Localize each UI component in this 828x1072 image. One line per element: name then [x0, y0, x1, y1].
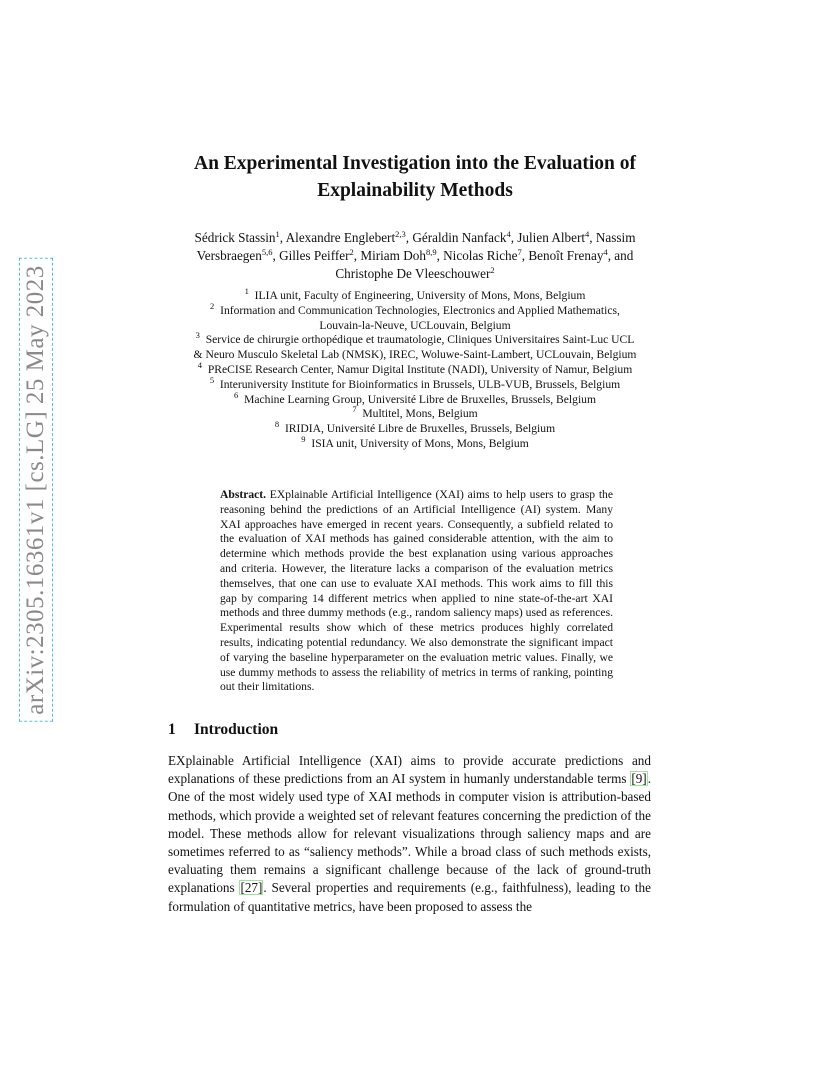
affiliation-line	[150, 348, 680, 363]
intro-text-3: . Several properties and requirements (e.g., faithfulness), leading to the formulation of quantitative metrics, have been proposed to assess the	[168, 880, 651, 914]
affiliation-line	[150, 286, 680, 304]
author-separator: ,	[510, 230, 518, 245]
author-name: Christophe De Vleeschouwer	[335, 266, 491, 281]
affiliation-text: Service de chirurgie orthopédique et traumatologie, Cliniques Universitaires Saint-Luc UCL	[205, 333, 635, 347]
author-affiliation-marker: 1	[275, 229, 280, 239]
author-name: Nassim Versbraegen	[196, 230, 636, 263]
title-line-1: An Experimental Investigation into the Evaluation of	[193, 153, 637, 174]
affiliation-number: 3	[195, 330, 200, 341]
affiliation-line	[150, 300, 680, 319]
affiliation-number: 6	[234, 389, 239, 400]
author-name: Julien Albert	[517, 230, 586, 245]
affiliation-number: 8	[274, 419, 280, 430]
author-separator: ,	[405, 230, 413, 245]
affiliation-text: & Neuro Musculo Skeletal Lab (NMSK), IREC, Woluwe-Saint-Lambert, UCLouvain, Belgium	[193, 348, 637, 362]
author-affiliation-marker: 2	[490, 265, 495, 275]
arxiv-identifier[interactable]: arXiv:2305.16361v1 [cs.LG] 25 May 2023	[19, 258, 53, 722]
affiliation-text: ILIA unit, Faculty of Engineering, University of Mons, Mons, Belgium	[254, 289, 586, 302]
affiliation-text: ISIA unit, University of Mons, Mons, Belgium	[311, 436, 529, 450]
author-affiliation-marker: 8,9	[425, 247, 437, 257]
intro-text-1: EXplainable Artificial Intelligence (XAI) aims to provide accurate predictions and explanations of these predictions from an AI system in humanly understandable terms	[168, 753, 651, 787]
paper-title	[160, 150, 670, 204]
author-name: Alexandre Englebert	[285, 230, 396, 245]
affiliation-number: 7	[352, 404, 357, 415]
affiliation-line	[150, 433, 680, 452]
section-heading	[168, 721, 278, 739]
author-affiliation-marker: 5,6	[261, 247, 273, 257]
affiliation-text: PReCISE Research Center, Namur Digital Institute (NADI), University of Namur, Belgium	[207, 362, 633, 376]
author-list	[168, 229, 662, 283]
intro-text-2: . One of the most widely used type of XAI methods in computer vision is attribution-based methods, which provide a weighted set of relevant features concerning the prediction of the model. These methods allow for relevant visualizations through saliency maps and are sometimes referred to as “saliency methods”. While a broad class of such methods exists, evaluating them remains a significant challenge because of the lack of ground-truth explanations	[168, 771, 651, 896]
affiliation-number: 4	[197, 359, 203, 370]
author-separator: ,	[353, 248, 361, 263]
author-affiliation-marker: 4	[603, 247, 608, 257]
abstract	[220, 488, 613, 695]
affiliation-list	[150, 286, 680, 452]
affiliation-line	[150, 389, 680, 408]
author-separator: ,	[279, 230, 286, 245]
title-line-2: Explainability Methods	[317, 180, 513, 201]
affiliation-number: 5	[209, 374, 215, 385]
affiliation-line	[150, 330, 680, 348]
author-affiliation-marker: 4	[585, 229, 590, 239]
author-separator: ,	[272, 248, 280, 263]
author-name: Benoît Frenay	[528, 248, 604, 263]
affiliation-text: IRIDIA, Université Libre de Bruxelles, Brussels, Belgium	[284, 422, 556, 436]
arxiv-sidebar	[14, 240, 58, 740]
affiliation-line	[150, 404, 680, 422]
author-affiliation-marker: 2,3	[395, 229, 406, 239]
author-separator: ,	[521, 248, 529, 263]
author-separator: ,	[436, 248, 444, 263]
section-title: Introduction	[194, 721, 279, 738]
author-affiliation-marker: 2	[349, 247, 354, 257]
intro-paragraph	[168, 752, 651, 916]
affiliation-line	[150, 419, 680, 437]
affiliation-text: Interuniversity Institute for Bioinformatics in Brussels, ULB-VUB, Brussels, Belgium	[219, 377, 621, 391]
affiliation-line	[150, 319, 680, 334]
author-name: Miriam Doh	[360, 248, 426, 263]
affiliation-line	[150, 359, 680, 378]
affiliation-number: 2	[210, 300, 215, 311]
author-separator: ,	[589, 230, 596, 245]
citation-link[interactable]: [9]	[631, 771, 647, 787]
affiliation-text: Machine Learning Group, Université Libre de Bruxelles, Brussels, Belgium	[244, 392, 596, 406]
section-number: 1	[168, 721, 176, 738]
citation-link[interactable]: [27]	[240, 880, 263, 896]
affiliation-text: Multitel, Mons, Belgium	[362, 407, 478, 421]
affiliation-text: Louvain-la-Neuve, UCLouvain, Belgium	[319, 318, 511, 332]
affiliation-text: Information and Communication Technologies, Electronics and Applied Mathematics,	[220, 303, 620, 317]
abstract-heading: Abstract.	[220, 488, 267, 501]
affiliation-number: 9	[301, 433, 306, 444]
author-affiliation-marker: 7	[517, 247, 522, 257]
author-name: Sédrick Stassin	[194, 230, 276, 245]
affiliation-line	[150, 374, 680, 393]
affiliation-number: 1	[244, 286, 249, 296]
author-name: Nicolas Riche	[443, 248, 518, 263]
author-name: Gilles Peiffer	[279, 248, 350, 263]
abstract-text: EXplainable Artificial Intelligence (XAI) aims to help users to grasp the reasoning behind the predictions of an Artificial Intelligence (AI) system. Many XAI approaches have emerged in recent years. Consequently, a subfield related to the evaluation of XAI methods has gained considerable attention, with the aim to determine which methods provide the best explanation using various approaches and criteria. However, the literature lacks a comparison of the evaluation metrics themselves, that one can use to evaluate XAI methods. This work aims to fill this gap by comparing 14 different metrics when applied to nine state-of-the-art XAI methods and three dummy methods (e.g., random saliency maps) used as references. Experimental results show which of these metrics produces highly correlated results, indicating potential redundancy. We also demonstrate the significant impact of varying the baseline hyperparameter on the evaluation metric values. Finally, we use dummy methods to assess the reliability of metrics in terms of ranking, pointing out their limitations.	[220, 488, 614, 694]
author-name: Géraldin Nanfack	[412, 230, 507, 245]
author-separator: , and	[607, 248, 634, 263]
author-affiliation-marker: 4	[506, 229, 511, 239]
